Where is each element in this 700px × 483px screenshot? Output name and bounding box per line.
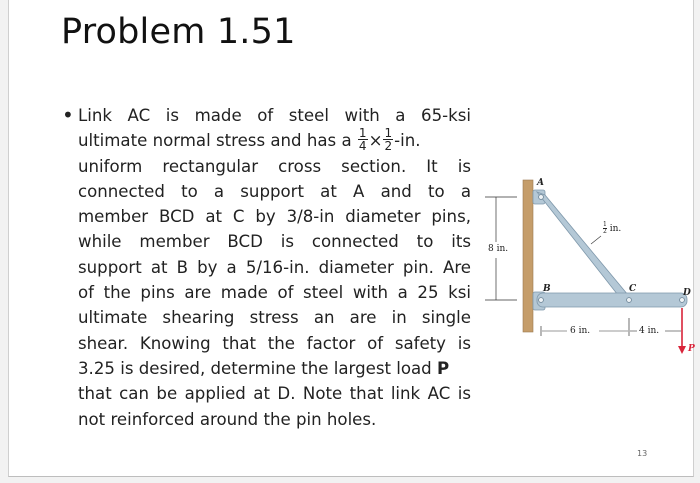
truss-figure xyxy=(479,176,699,366)
dim-8in-label: 8 in. xyxy=(488,244,509,254)
fraction-half xyxy=(383,127,393,152)
figure-drawing xyxy=(479,176,699,366)
member-BCD xyxy=(537,293,687,307)
times-sign: × xyxy=(368,131,383,151)
pin-A xyxy=(539,195,544,200)
label-C: C xyxy=(629,284,637,294)
text-line: member BCD at C by 3/8-in diameter pins, xyxy=(78,207,471,227)
problem-statement xyxy=(78,103,471,432)
pin-D xyxy=(680,298,685,303)
text-line: that can be applied at D. Note that link AC is xyxy=(78,384,471,404)
thickness-unit: in. xyxy=(609,224,622,234)
text-fragment: ultimate normal stress and has a xyxy=(78,131,352,151)
fraction-quarter xyxy=(358,127,368,152)
text-line: not reinforced around the pin holes. xyxy=(78,409,377,429)
slide xyxy=(8,0,694,477)
load-arrow-head xyxy=(678,346,686,354)
bullet-marker: • xyxy=(62,103,74,127)
load-symbol: P xyxy=(437,358,450,378)
dim-4in-label: 4 in. xyxy=(639,326,660,336)
fraction-numerator: 1 xyxy=(384,126,393,141)
thickness-leader xyxy=(591,236,601,244)
text-line: shear. Knowing that the factor of safety is xyxy=(78,333,471,353)
text-line: connected to a support at A and to a xyxy=(78,181,471,201)
page-number: 13 xyxy=(637,449,648,458)
label-P: P xyxy=(688,344,695,354)
thickness-den: 2 xyxy=(603,228,607,235)
pin-B xyxy=(539,298,544,303)
pin-C xyxy=(627,298,632,303)
text-line: while member BCD is connected to its xyxy=(78,232,471,252)
fraction-denominator: 4 xyxy=(358,139,367,154)
text-line-with-bold xyxy=(78,356,471,381)
text-line-with-fraction xyxy=(78,128,471,153)
dim-thickness-label xyxy=(603,222,621,235)
text-fragment: 3.25 is desired, determine the largest load xyxy=(78,358,432,378)
link-AC xyxy=(537,192,633,304)
text-line: support at B by a 5/16-in. diameter pin. Are xyxy=(78,257,471,277)
fraction-denominator: 2 xyxy=(384,139,393,154)
label-A: A xyxy=(537,178,544,188)
text-line: uniform rectangular cross section. It is xyxy=(78,156,471,176)
text-fragment: -in. xyxy=(394,131,421,151)
dim-6in-label: 6 in. xyxy=(570,326,591,336)
wall-support xyxy=(523,180,533,332)
text-line: of the pins are made of steel with a 25 ksi xyxy=(78,283,471,303)
label-B: B xyxy=(543,284,551,294)
thickness-num: 1 xyxy=(603,221,607,228)
label-D: D xyxy=(683,288,691,298)
page-title: Problem 1.51 xyxy=(61,12,296,52)
text-line: Link AC is made of steel with a 65-ksi xyxy=(78,106,471,125)
text-line: ultimate shearing stress an are in single xyxy=(78,308,471,328)
fraction-numerator: 1 xyxy=(358,126,367,141)
